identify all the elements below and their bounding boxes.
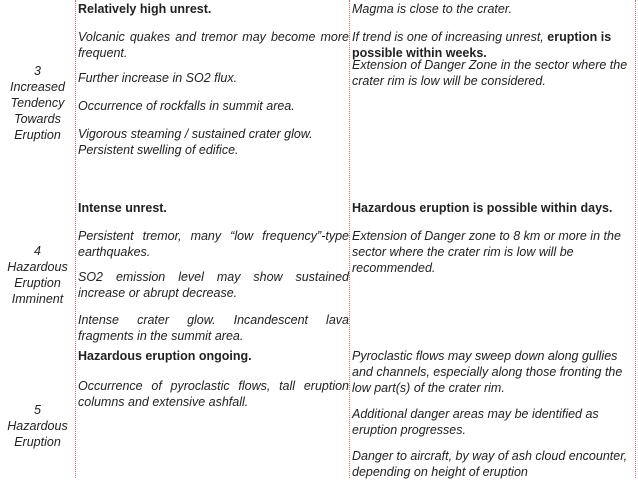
interpretation-line: Magma is close to the crater. [352, 2, 513, 16]
criteria-item: Further increase in SO2 flux. [78, 71, 238, 85]
level-number: 3 [34, 64, 41, 78]
interpretation-text: Pyroclastic flows may sweep down along gullies and channels, especially along those fronting the low part(s) of the crater rim. [352, 349, 623, 395]
level-label-line: Hazardous [7, 260, 68, 274]
alert-level-5 [0, 402, 75, 450]
level-label-line: Eruption [14, 276, 61, 290]
criteria-item: Persistent swelling of edifice. [78, 143, 239, 157]
criteria-title: Hazardous eruption ongoing. [78, 349, 252, 363]
level-label-line: Hazardous [7, 419, 68, 433]
criteria-item: Volcanic quakes and tremor may become more frequent. [78, 30, 349, 60]
level-label-line: Eruption [14, 128, 61, 142]
criteria-item: Persistent tremor, many “low frequency”-type earthquakes. [78, 229, 349, 259]
criteria-title: Intense unrest. [78, 201, 167, 215]
column-divider-1 [75, 0, 76, 478]
level-label-line: Eruption [14, 435, 61, 449]
interpretation-text: Additional danger areas may be identified as eruption progresses. [352, 407, 599, 437]
interpretation-text: Danger to aircraft, by way of ash cloud encounter, depending on height of eruption [352, 449, 628, 479]
level-number: 5 [34, 403, 41, 417]
interpretation-text: Extension of Danger zone to 8 km or more in the sector where the crater rim is low will be recommended. [352, 229, 621, 275]
column-divider-2 [349, 0, 350, 478]
level-label-line: Increased [10, 80, 65, 94]
level-label-line: Towards [14, 112, 61, 126]
column-divider-3 [635, 0, 636, 478]
interpretation-line: Extension of Danger Zone in the sector where the crater rim is low will be considered. [352, 58, 628, 88]
level-number: 4 [34, 244, 41, 258]
interpretation-title: Hazardous eruption is possible within days. [352, 201, 613, 215]
alert-level-3 [0, 63, 75, 143]
criteria-item: Occurrence of pyroclastic flows, tall eruption columns and extensive ashfall. [78, 379, 349, 409]
criteria-item: Vigorous steaming / sustained crater glow. [78, 127, 313, 141]
level-label-line: Tendency [10, 96, 65, 110]
criteria-item: SO2 emission level may show sustained increase or abrupt decrease. [78, 270, 349, 300]
criteria-item: Occurrence of rockfalls in summit area. [78, 99, 295, 113]
criteria-item: Intense crater glow. Incandescent lava fragments in the summit area. [78, 313, 349, 343]
alert-level-4 [0, 243, 75, 307]
criteria-title: Relatively high unrest. [78, 2, 212, 16]
level-label-line: Imminent [11, 292, 64, 306]
interpretation-pre: If trend is one of increasing unrest, [352, 30, 548, 44]
interpretation-emphasis: eruption is possible within weeks. [352, 30, 612, 60]
